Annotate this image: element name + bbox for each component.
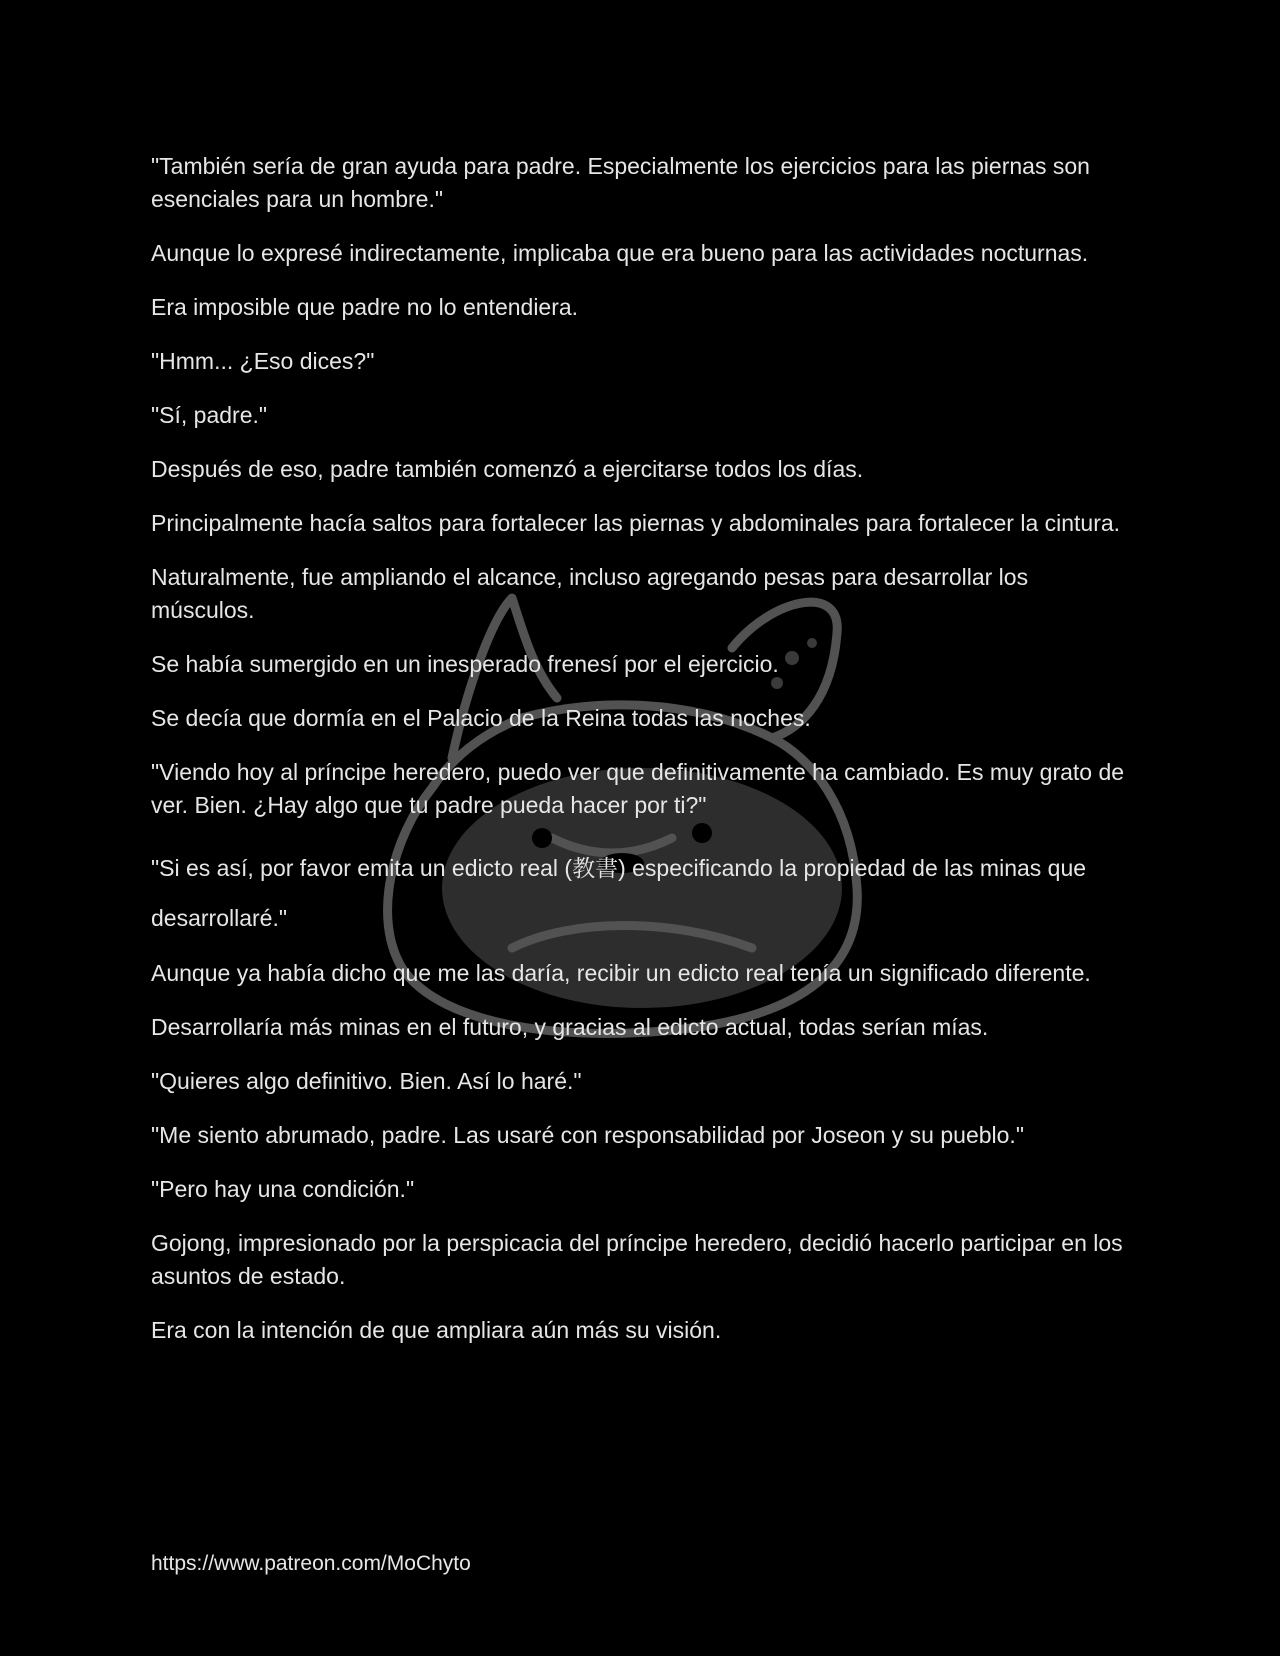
paragraph: Era imposible que padre no lo entendiera. [151,294,579,320]
paragraph: Se había sumergido en un inesperado frenesí por el ejercicio. [151,651,779,677]
paragraph: Principalmente hacía saltos para fortalecer las piernas y abdominales para fortalecer la cintura. [151,510,1121,536]
paragraph: Era con la intención de que ampliara aún más su visión. [151,1317,722,1343]
paragraph: Después de eso, padre también comenzó a ejercitarse todos los días. [151,456,864,482]
paragraph: "Quieres algo definitivo. Bien. Así lo haré." [151,1068,582,1094]
paragraph: Se decía que dormía en el Palacio de la Reina todas las noches. [151,705,811,731]
paragraph: "Pero hay una condición." [151,1176,415,1202]
paragraph: Aunque lo expresé indirectamente, implicaba que era bueno para las actividades nocturnas. [151,240,1089,266]
story-text [151,150,1136,1368]
paragraph: "Sí, padre." [151,402,268,428]
paragraph: "Hmm... ¿Eso dices?" [151,348,375,374]
paragraph: "Me siento abrumado, padre. Las usaré con responsabilidad por Joseon y su pueblo." [151,1122,1024,1148]
paragraph: Desarrollaría más minas en el futuro, y gracias al edicto actual, todas serían mías. [151,1014,989,1040]
paragraph: "Viendo hoy al príncipe heredero, puedo ver que definitivamente ha cambiado. Es muy grato de ver. Bien. ¿Hay algo que tu padre pueda hacer por ti?" [151,759,1125,818]
paragraph: "También sería de gran ayuda para padre. Especialmente los ejercicios para las piernas son esenciales para un hombre." [151,153,1090,212]
patreon-link[interactable]: https://www.patreon.com/MoChyto [151,1552,471,1575]
paragraph: Aunque ya había dicho que me las daría, recibir un edicto real tenía un significado diferente. [151,960,1091,986]
paragraph: "Si es así, por favor emita un edicto real (教書) especificando la propiedad de las minas que desarrollaré." [151,855,1087,931]
paragraph: Gojong, impresionado por la perspicacia del príncipe heredero, decidió hacerlo participar en los asuntos de estado. [151,1230,1123,1289]
paragraph: Naturalmente, fue ampliando el alcance, incluso agregando pesas para desarrollar los músculos. [151,564,1029,623]
